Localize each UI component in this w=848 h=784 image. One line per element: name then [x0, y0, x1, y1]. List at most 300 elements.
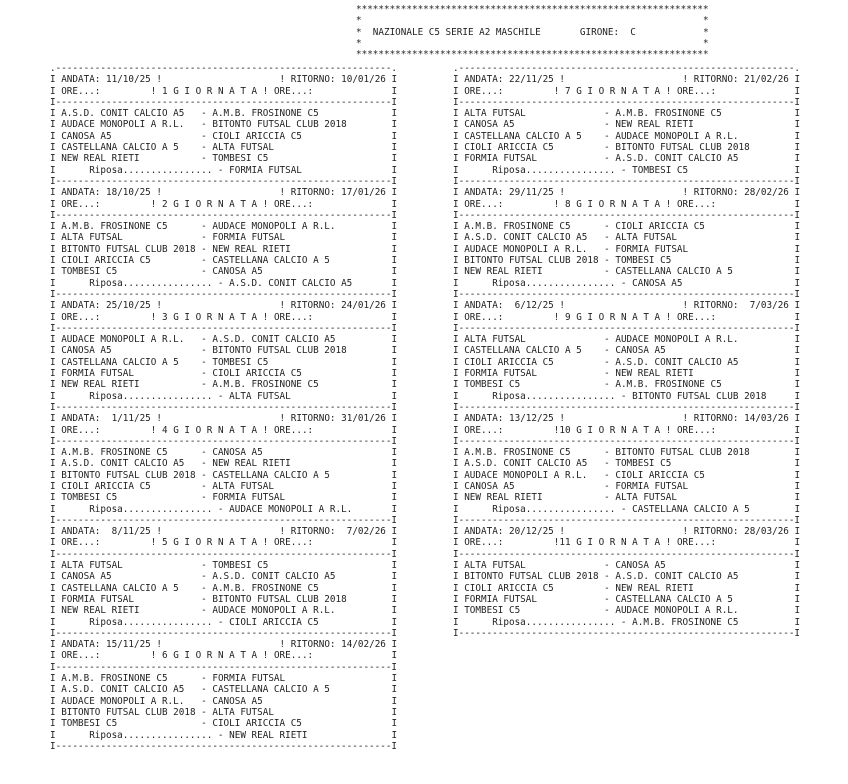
round-number: 11: [559, 537, 571, 549]
match-row: I BITONTO FUTSAL CLUB 2018 - TOMBESI C5 I: [453, 255, 801, 267]
rest-label: Riposa................: [89, 277, 213, 289]
match-row: I CASTELLANA CALCIO A 5 - A.M.B. FROSINONE C5 I: [50, 582, 398, 594]
rest-label: Riposa................: [89, 390, 213, 402]
home-team: A.M.B. FROSINONE C5: [464, 447, 571, 459]
match-row: I CASTELLANA CALCIO A 5 - TOMBESI C5 I: [50, 356, 398, 368]
match-row: I CANOSA A5 - NEW REAL RIETI I: [453, 119, 801, 131]
ore-label: ORE...:: [61, 537, 101, 549]
ore-label: ORE...:: [273, 424, 314, 436]
rest-row: I Riposa................ - BITONTO FUTSAL CLUB 2018 I: [453, 390, 801, 402]
match-row: I CASTELLANA CALCIO A 5 - CANOSA A5 I: [453, 345, 801, 357]
home-team: CIOLI ARICCIA C5: [464, 142, 554, 154]
match-row: I A.M.B. FROSINONE C5 - BITONTO FUTSAL CLUB 2018 I: [453, 447, 801, 459]
giornata-label: G I O R N A T A: [173, 537, 258, 549]
round-number: 5: [156, 537, 168, 549]
away-team: TOMBESI C5: [212, 560, 269, 572]
ritorno-date: 14/03/26: [744, 413, 789, 425]
away-team: TOMBESI C5: [212, 153, 269, 165]
andata-date: 18/10/25: [106, 187, 151, 199]
andata-label: ANDATA:: [464, 413, 504, 425]
match-row: I ALTA FUTSAL - FORMIA FUTSAL I: [50, 232, 398, 244]
away-team: A.M.B. FROSINONE C5: [212, 582, 319, 594]
andata-date: 8/11/25: [106, 526, 151, 538]
rest-label: Riposa................: [89, 616, 213, 628]
away-team: BITONTO FUTSAL CLUB 2018: [212, 593, 347, 605]
giornata-label: G I O R N A T A: [576, 311, 661, 323]
round-6: I ANDATA: 15/11/25 ! ! RITORNO: 14/02/26 I I ORE...: ! 6 G I O R N A T A ! ORE...: I I------------------------------------------------------------I I A.M.B. FROSINONE C5 - FORMIA FUTSAL I I A.S.D. CONIT CALCIO A5 - CASTELLANA CALCIO A 5 I I AUDACE MONOPOLI A R.L. - CANOSA A5 I I BITONTO FUTSAL CLUB 2018 - ALTA FUTSAL I I TOMBESI C5 - CIOLI ARICCIA C5 I I Riposa................ - NEW REAL RIETI I I------------------------------------------------------------I: [50, 639, 398, 752]
ore-label: ORE...:: [61, 424, 101, 436]
match-row: I BITONTO FUTSAL CLUB 2018 - NEW REAL RIETI I: [50, 243, 398, 255]
away-team: CASTELLANA CALCIO A 5: [212, 469, 330, 481]
andata-label: ANDATA:: [61, 526, 101, 538]
rest-label: Riposa................: [492, 277, 616, 289]
andata-label: ANDATA:: [464, 187, 504, 199]
away-team: NEW REAL RIETI: [212, 458, 291, 470]
away-team: AUDACE MONOPOLI A R.L.: [615, 334, 739, 346]
home-team: CANOSA A5: [464, 119, 515, 131]
match-row: I FORMIA FUTSAL - NEW REAL RIETI I: [453, 368, 801, 380]
match-row: I ALTA FUTSAL - CANOSA A5 I: [453, 560, 801, 572]
round-3: I ANDATA: 25/10/25 ! ! RITORNO: 24/01/26 I I ORE...: ! 3 G I O R N A T A ! ORE...: I I------------------------------------------------------------I I AUDACE MONOPOLI A R.L. - A.S.D. CONIT CALCIO A5 I I CANOSA A5 - BITONTO FUTSAL CLUB 2018 I I CASTELLANA CALCIO A 5 - TOMBESI C5 I I FORMIA FUTSAL - CIOLI ARICCIA C5 I I NEW REAL RIETI - A.M.B. FROSINONE C5 I I Riposa................ - ALTA FUTSAL I I------------------------------------------------------------I: [50, 300, 398, 413]
away-team: CIOLI ARICCIA C5: [212, 130, 302, 142]
ore-label: ORE...:: [273, 85, 314, 97]
ritorno-label: RITORNO:: [693, 74, 739, 86]
ritorno-label: RITORNO:: [290, 413, 336, 425]
match-row: I A.M.B. FROSINONE C5 - CANOSA A5 I: [50, 447, 398, 459]
home-team: CASTELLANA CALCIO A 5: [61, 582, 179, 594]
match-row: I AUDACE MONOPOLI A R.L. - CIOLI ARICCIA C5 I: [453, 469, 801, 481]
competition-banner: *************************************************************** * * * NAZIONALE C5 SERIE A2 MASCHILE GIRONE: C * * * ***************************************************************: [356, 4, 709, 61]
ritorno-date: 17/01/26: [341, 187, 386, 199]
home-team: CANOSA A5: [464, 480, 515, 492]
home-team: AUDACE MONOPOLI A R.L.: [464, 243, 588, 255]
ritorno-date: 24/01/26: [341, 300, 386, 312]
rest-team: A.M.B. FROSINONE C5: [632, 616, 739, 628]
match-row: I NEW REAL RIETI - AUDACE MONOPOLI A R.L. I: [50, 605, 398, 617]
away-team: NEW REAL RIETI: [615, 119, 694, 131]
round-1: .------------------------------------------------------------. I ANDATA: 11/10/25 ! ! RITORNO: 10/01/26 I I ORE...: ! 1 G I O R N A T A ! ORE...: I I------------------------------------------------------------I I A.S.D. CONIT CALCIO A5 - A.M.B. FROSINONE C5 I I AUDACE MONOPOLI A R.L. - BITONTO FUTSAL CLUB 2018 I I CANOSA A5 - CIOLI ARICCIA C5 I I CASTELLANA CALCIO A 5 - ALTA FUTSAL I I NEW REAL RIETI - TOMBESI C5 I I Riposa................ - FORMIA FUTSAL I I------------------------------------------------------------I: [50, 63, 398, 187]
round-2: I ANDATA: 18/10/25 ! ! RITORNO: 17/01/26 I I ORE...: ! 2 G I O R N A T A ! ORE...: I I------------------------------------------------------------I I A.M.B. FROSINONE C5 - AUDACE MONOPOLI A R.L. I I ALTA FUTSAL - FORMIA FUTSAL I I BITONTO FUTSAL CLUB 2018 - NEW REAL RIETI I I CIOLI ARICCIA C5 - CASTELLANA CALCIO A 5 I I TOMBESI C5 - CANOSA A5 I I Riposa................ - A.S.D. CONIT CALCIO A5 I I------------------------------------------------------------I: [50, 187, 398, 300]
home-team: NEW REAL RIETI: [464, 492, 543, 504]
ritorno-label: RITORNO:: [290, 526, 336, 538]
ore-label: ORE...:: [464, 198, 504, 210]
match-row: I BITONTO FUTSAL CLUB 2018 - ALTA FUTSAL I: [50, 706, 398, 718]
ritorno-label: RITORNO:: [290, 639, 336, 651]
match-row: I A.S.D. CONIT CALCIO A5 - NEW REAL RIETI I: [50, 458, 398, 470]
home-team: CIOLI ARICCIA C5: [61, 255, 151, 267]
home-team: TOMBESI C5: [464, 379, 521, 391]
home-team: ALTA FUTSAL: [61, 560, 123, 572]
match-row: I AUDACE MONOPOLI A R.L. - A.S.D. CONIT CALCIO A5 I: [50, 334, 398, 346]
away-team: NEW REAL RIETI: [615, 368, 694, 380]
away-team: AUDACE MONOPOLI A R.L.: [212, 605, 336, 617]
match-row: I FORMIA FUTSAL - A.S.D. CONIT CALCIO A5 I: [453, 153, 801, 165]
match-row: I CIOLI ARICCIA C5 - CASTELLANA CALCIO A 5 I: [50, 255, 398, 267]
match-row: I CIOLI ARICCIA C5 - NEW REAL RIETI I: [453, 582, 801, 594]
andata-label: ANDATA:: [61, 639, 101, 651]
away-team: CASTELLANA CALCIO A 5: [212, 684, 330, 696]
match-row: I CIOLI ARICCIA C5 - ALTA FUTSAL I: [50, 480, 398, 492]
away-team: CIOLI ARICCIA C5: [212, 718, 302, 730]
rest-label: Riposa................: [89, 729, 213, 741]
match-row: I AUDACE MONOPOLI A R.L. - CANOSA A5 I: [50, 695, 398, 707]
home-team: AUDACE MONOPOLI A R.L.: [61, 695, 185, 707]
ore-label: ORE...:: [464, 311, 504, 323]
match-row: I NEW REAL RIETI - TOMBESI C5 I: [50, 153, 398, 165]
away-team: A.S.D. CONIT CALCIO A5: [212, 571, 336, 583]
away-team: ALTA FUTSAL: [212, 480, 274, 492]
round-10: I ANDATA: 13/12/25 ! ! RITORNO: 14/03/26 I I ORE...: !10 G I O R N A T A ! ORE...: I I------------------------------------------------------------I I A.M.B. FROSINONE C5 - BITONTO FUTSAL CLUB 2018 I I A.S.D. CONIT CALCIO A5 - TOMBESI C5 I I AUDACE MONOPOLI A R.L. - CIOLI ARICCIA C5 I I CANOSA A5 - FORMIA FUTSAL I I NEW REAL RIETI - ALTA FUTSAL I I Riposa................ - CASTELLANA CALCIO A 5 I I------------------------------------------------------------I: [453, 413, 801, 526]
match-row: I ALTA FUTSAL - TOMBESI C5 I: [50, 560, 398, 572]
giornata-label: G I O R N A T A: [576, 424, 661, 436]
rest-team: CIOLI ARICCIA C5: [229, 616, 319, 628]
giornata-label: G I O R N A T A: [173, 424, 258, 436]
round-number: 8: [559, 198, 571, 210]
away-team: ALTA FUTSAL: [615, 232, 677, 244]
home-team: AUDACE MONOPOLI A R.L.: [61, 119, 185, 131]
rest-label: Riposa................: [492, 616, 616, 628]
rest-team: CASTELLANA CALCIO A 5: [632, 503, 750, 515]
away-team: NEW REAL RIETI: [615, 582, 694, 594]
andata-label: ANDATA:: [464, 300, 504, 312]
away-team: FORMIA FUTSAL: [212, 673, 286, 685]
match-row: I BITONTO FUTSAL CLUB 2018 - CASTELLANA CALCIO A 5 I: [50, 469, 398, 481]
andata-label: ANDATA:: [61, 187, 101, 199]
home-team: NEW REAL RIETI: [61, 153, 140, 165]
rest-row: I Riposa................ - CASTELLANA CALCIO A 5 I: [453, 503, 801, 515]
andata-date: 11/10/25: [106, 74, 151, 86]
home-team: A.S.D. CONIT CALCIO A5: [61, 108, 185, 120]
home-team: FORMIA FUTSAL: [61, 593, 134, 605]
home-team: CASTELLANA CALCIO A 5: [464, 130, 582, 142]
ritorno-date: 10/01/26: [341, 74, 386, 86]
away-team: CANOSA A5: [615, 560, 666, 572]
ore-label: ORE...:: [464, 424, 504, 436]
ore-label: ORE...:: [676, 424, 717, 436]
ore-label: ORE...:: [676, 198, 717, 210]
competition-title: NAZIONALE C5 SERIE A2 MASCHILE: [372, 26, 541, 38]
andata-label: ANDATA:: [61, 74, 101, 86]
home-team: CASTELLANA CALCIO A 5: [61, 356, 179, 368]
away-team: A.S.D. CONIT CALCIO A5: [615, 571, 739, 583]
match-row: I A.S.D. CONIT CALCIO A5 - A.M.B. FROSINONE C5 I: [50, 108, 398, 120]
andata-date: 15/11/25: [106, 639, 151, 651]
giornata-label: G I O R N A T A: [173, 85, 258, 97]
rest-team: ALTA FUTSAL: [229, 390, 291, 402]
match-row: I ALTA FUTSAL - AUDACE MONOPOLI A R.L. I: [453, 334, 801, 346]
away-team: BITONTO FUTSAL CLUB 2018: [615, 447, 750, 459]
andata-date: 29/11/25: [509, 187, 554, 199]
rest-row: I Riposa................ - CIOLI ARICCIA C5 I: [50, 616, 398, 628]
round-4: I ANDATA: 1/11/25 ! ! RITORNO: 31/01/26 I I ORE...: ! 4 G I O R N A T A ! ORE...: I I------------------------------------------------------------I I A.M.B. FROSINONE C5 - CANOSA A5 I I A.S.D. CONIT CALCIO A5 - NEW REAL RIETI I I BITONTO FUTSAL CLUB 2018 - CASTELLANA CALCIO A 5 I I CIOLI ARICCIA C5 - ALTA FUTSAL I I TOMBESI C5 - FORMIA FUTSAL I I Riposa................ - AUDACE MONOPOLI A R.L. I I------------------------------------------------------------I: [50, 413, 398, 526]
match-row: I A.S.D. CONIT CALCIO A5 - ALTA FUTSAL I: [453, 232, 801, 244]
ore-label: ORE...:: [464, 537, 504, 549]
home-team: ALTA FUTSAL: [464, 334, 526, 346]
ore-label: ORE...:: [273, 537, 314, 549]
home-team: TOMBESI C5: [61, 266, 118, 278]
match-row: I A.S.D. CONIT CALCIO A5 - TOMBESI C5 I: [453, 458, 801, 470]
round-7: .------------------------------------------------------------. I ANDATA: 22/11/25 ! ! RITORNO: 21/02/26 I I ORE...: ! 7 G I O R N A T A ! ORE...: I I------------------------------------------------------------I I ALTA FUTSAL - A.M.B. FROSINONE C5 I I CANOSA A5 - NEW REAL RIETI I I CASTELLANA CALCIO A 5 - AUDACE MONOPOLI A R.L. I I CIOLI ARICCIA C5 - BITONTO FUTSAL CLUB 2018 I I FORMIA FUTSAL - A.S.D. CONIT CALCIO A5 I I Riposa................ - TOMBESI C5 I I------------------------------------------------------------I: [453, 63, 801, 187]
home-team: TOMBESI C5: [61, 718, 118, 730]
away-team: NEW REAL RIETI: [212, 243, 291, 255]
home-team: ALTA FUTSAL: [464, 108, 526, 120]
match-row: I FORMIA FUTSAL - BITONTO FUTSAL CLUB 2018 I: [50, 593, 398, 605]
rest-team: NEW REAL RIETI: [229, 729, 308, 741]
home-team: A.S.D. CONIT CALCIO A5: [464, 232, 588, 244]
away-team: BITONTO FUTSAL CLUB 2018: [212, 119, 347, 131]
rest-row: I Riposa................ - FORMIA FUTSAL I: [50, 164, 398, 176]
match-row: I CANOSA A5 - BITONTO FUTSAL CLUB 2018 I: [50, 345, 398, 357]
match-row: I TOMBESI C5 - AUDACE MONOPOLI A R.L. I: [453, 605, 801, 617]
rest-team: TOMBESI C5: [632, 164, 689, 176]
match-row: I CANOSA A5 - FORMIA FUTSAL I: [453, 480, 801, 492]
home-team: CIOLI ARICCIA C5: [464, 582, 554, 594]
round-5: I ANDATA: 8/11/25 ! ! RITORNO: 7/02/26 I I ORE...: ! 5 G I O R N A T A ! ORE...: I I------------------------------------------------------------I I ALTA FUTSAL - TOMBESI C5 I I CANOSA A5 - A.S.D. CONIT CALCIO A5 I I CASTELLANA CALCIO A 5 - A.M.B. FROSINONE C5 I I FORMIA FUTSAL - BITONTO FUTSAL CLUB 2018 I I NEW REAL RIETI - AUDACE MONOPOLI A R.L. I I Riposa................ - CIOLI ARICCIA C5 I I------------------------------------------------------------I: [50, 526, 398, 639]
match-row: I NEW REAL RIETI - CASTELLANA CALCIO A 5 I: [453, 266, 801, 278]
match-row: I A.M.B. FROSINONE C5 - CIOLI ARICCIA C5 I: [453, 221, 801, 233]
ore-label: ORE...:: [464, 85, 504, 97]
giornata-label: G I O R N A T A: [173, 650, 258, 662]
rest-team: CANOSA A5: [632, 277, 683, 289]
andata-date: 6/12/25: [509, 300, 554, 312]
rest-team: AUDACE MONOPOLI A R.L.: [229, 503, 353, 515]
andata-date: 20/12/25: [509, 526, 554, 538]
home-team: FORMIA FUTSAL: [464, 593, 537, 605]
match-row: I CIOLI ARICCIA C5 - A.S.D. CONIT CALCIO A5 I: [453, 356, 801, 368]
round-8: I ANDATA: 29/11/25 ! ! RITORNO: 28/02/26 I I ORE...: ! 8 G I O R N A T A ! ORE...: I I------------------------------------------------------------I I A.M.B. FROSINONE C5 - CIOLI ARICCIA C5 I I A.S.D. CONIT CALCIO A5 - ALTA FUTSAL I I AUDACE MONOPOLI A R.L. - FORMIA FUTSAL I I BITONTO FUTSAL CLUB 2018 - TOMBESI C5 I I NEW REAL RIETI - CASTELLANA CALCIO A 5 I I Riposa................ - CANOSA A5 I I------------------------------------------------------------I: [453, 187, 801, 300]
away-team: CANOSA A5: [212, 695, 263, 707]
andata-label: ANDATA:: [61, 300, 101, 312]
round-9: I ANDATA: 6/12/25 ! ! RITORNO: 7/03/26 I I ORE...: ! 9 G I O R N A T A ! ORE...: I I------------------------------------------------------------I I ALTA FUTSAL - AUDACE MONOPOLI A R.L. I I CASTELLANA CALCIO A 5 - CANOSA A5 I I CIOLI ARICCIA C5 - A.S.D. CONIT CALCIO A5 I I FORMIA FUTSAL - NEW REAL RIETI I I TOMBESI C5 - A.M.B. FROSINONE C5 I I Riposa................ - BITONTO FUTSAL CLUB 2018 I I------------------------------------------------------------I: [453, 300, 801, 413]
away-team: BITONTO FUTSAL CLUB 2018: [212, 345, 347, 357]
rest-label: Riposa................: [492, 164, 616, 176]
home-team: FORMIA FUTSAL: [464, 368, 537, 380]
match-row: I FORMIA FUTSAL - CASTELLANA CALCIO A 5 I: [453, 593, 801, 605]
home-team: CASTELLANA CALCIO A 5: [464, 345, 582, 357]
away-team: AUDACE MONOPOLI A R.L.: [615, 130, 739, 142]
rest-row: I Riposa................ - A.S.D. CONIT CALCIO A5 I: [50, 277, 398, 289]
match-row: I NEW REAL RIETI - ALTA FUTSAL I: [453, 492, 801, 504]
ritorno-label: RITORNO:: [290, 187, 336, 199]
away-team: A.S.D. CONIT CALCIO A5: [615, 153, 739, 165]
home-team: A.M.B. FROSINONE C5: [61, 221, 168, 233]
giornata-label: G I O R N A T A: [576, 537, 661, 549]
andata-label: ANDATA:: [464, 526, 504, 538]
home-team: A.S.D. CONIT CALCIO A5: [61, 684, 185, 696]
match-row: I CASTELLANA CALCIO A 5 - ALTA FUTSAL I: [50, 142, 398, 154]
rest-row: I Riposa................ - ALTA FUTSAL I: [50, 390, 398, 402]
ritorno-date: 31/01/26: [341, 413, 386, 425]
ore-label: ORE...:: [61, 650, 101, 662]
giornata-label: G I O R N A T A: [576, 85, 661, 97]
rest-label: Riposa................: [492, 503, 616, 515]
home-team: BITONTO FUTSAL CLUB 2018: [464, 571, 599, 583]
round-number: 4: [156, 424, 168, 436]
home-team: A.S.D. CONIT CALCIO A5: [464, 458, 588, 470]
rounds-column-right: [453, 63, 800, 639]
away-team: ALTA FUTSAL: [212, 706, 274, 718]
rest-row: I Riposa................ - AUDACE MONOPOLI A R.L. I: [50, 503, 398, 515]
ore-label: ORE...:: [61, 311, 101, 323]
giornata-label: G I O R N A T A: [576, 198, 661, 210]
andata-label: ANDATA:: [61, 413, 101, 425]
match-row: I TOMBESI C5 - CIOLI ARICCIA C5 I: [50, 718, 398, 730]
match-row: I TOMBESI C5 - CANOSA A5 I: [50, 266, 398, 278]
match-row: I A.M.B. FROSINONE C5 - FORMIA FUTSAL I: [50, 673, 398, 685]
away-team: A.M.B. FROSINONE C5: [615, 108, 722, 120]
away-team: AUDACE MONOPOLI A R.L.: [212, 221, 336, 233]
ritorno-label: RITORNO:: [290, 74, 336, 86]
rest-row: I Riposa................ - NEW REAL RIETI I: [50, 729, 398, 741]
away-team: TOMBESI C5: [212, 356, 269, 368]
home-team: CANOSA A5: [61, 130, 112, 142]
ore-label: ORE...:: [676, 537, 717, 549]
giornata-label: G I O R N A T A: [173, 198, 258, 210]
home-team: A.M.B. FROSINONE C5: [61, 447, 168, 459]
match-row: I CANOSA A5 - CIOLI ARICCIA C5 I: [50, 130, 398, 142]
home-team: NEW REAL RIETI: [464, 266, 543, 278]
ore-label: ORE...:: [61, 198, 101, 210]
away-team: A.M.B. FROSINONE C5: [212, 379, 319, 391]
ore-label: ORE...:: [273, 198, 314, 210]
away-team: A.M.B. FROSINONE C5: [212, 108, 319, 120]
home-team: NEW REAL RIETI: [61, 605, 140, 617]
away-team: ALTA FUTSAL: [212, 142, 274, 154]
rest-team: A.S.D. CONIT CALCIO A5: [229, 277, 353, 289]
round-number: 1: [156, 85, 168, 97]
ritorno-date: 7/03/26: [744, 300, 789, 312]
match-row: I TOMBESI C5 - A.M.B. FROSINONE C5 I: [453, 379, 801, 391]
round-number: 3: [156, 311, 168, 323]
andata-date: 13/12/25: [509, 413, 554, 425]
home-team: CIOLI ARICCIA C5: [464, 356, 554, 368]
away-team: CASTELLANA CALCIO A 5: [615, 266, 733, 278]
ritorno-date: 14/02/26: [341, 639, 386, 651]
ritorno-label: RITORNO:: [693, 413, 739, 425]
home-team: BITONTO FUTSAL CLUB 2018: [464, 255, 599, 267]
ritorno-label: RITORNO:: [693, 187, 739, 199]
ore-label: ORE...:: [61, 85, 101, 97]
home-team: CANOSA A5: [61, 345, 112, 357]
away-team: FORMIA FUTSAL: [212, 492, 286, 504]
away-team: CIOLI ARICCIA C5: [615, 221, 705, 233]
away-team: AUDACE MONOPOLI A R.L.: [615, 605, 739, 617]
rest-team: FORMIA FUTSAL: [229, 164, 302, 176]
home-team: FORMIA FUTSAL: [61, 368, 134, 380]
match-row: I AUDACE MONOPOLI A R.L. - BITONTO FUTSAL CLUB 2018 I: [50, 119, 398, 131]
away-team: CIOLI ARICCIA C5: [615, 469, 705, 481]
rest-row: I Riposa................ - CANOSA A5 I: [453, 277, 801, 289]
andata-date: 1/11/25: [106, 413, 151, 425]
match-row: I FORMIA FUTSAL - CIOLI ARICCIA C5 I: [50, 368, 398, 380]
ritorno-date: 28/03/26: [744, 526, 789, 538]
match-row: I CANOSA A5 - A.S.D. CONIT CALCIO A5 I: [50, 571, 398, 583]
ore-label: ORE...:: [676, 85, 717, 97]
away-team: CANOSA A5: [212, 266, 263, 278]
group-label: GIRONE:: [579, 26, 620, 38]
round-number: 6: [156, 650, 168, 662]
andata-date: 22/11/25: [509, 74, 554, 86]
away-team: TOMBESI C5: [615, 255, 672, 267]
home-team: BITONTO FUTSAL CLUB 2018: [61, 706, 196, 718]
round-number: 10: [559, 424, 571, 436]
home-team: FORMIA FUTSAL: [464, 153, 537, 165]
away-team: FORMIA FUTSAL: [212, 232, 286, 244]
ritorno-date: 21/02/26: [744, 74, 789, 86]
away-team: ALTA FUTSAL: [615, 492, 677, 504]
home-team: A.S.D. CONIT CALCIO A5: [61, 458, 185, 470]
home-team: TOMBESI C5: [464, 605, 521, 617]
home-team: ALTA FUTSAL: [61, 232, 123, 244]
match-row: I AUDACE MONOPOLI A R.L. - FORMIA FUTSAL I: [453, 243, 801, 255]
home-team: A.M.B. FROSINONE C5: [61, 673, 168, 685]
rest-row: I Riposa................ - A.M.B. FROSINONE C5 I: [453, 616, 801, 628]
away-team: CASTELLANA CALCIO A 5: [615, 593, 733, 605]
away-team: CANOSA A5: [212, 447, 263, 459]
round-number: 7: [559, 85, 571, 97]
rest-team: BITONTO FUTSAL CLUB 2018: [632, 390, 767, 402]
match-row: I A.M.B. FROSINONE C5 - AUDACE MONOPOLI A R.L. I: [50, 221, 398, 233]
home-team: BITONTO FUTSAL CLUB 2018: [61, 469, 196, 481]
andata-date: 25/10/25: [106, 300, 151, 312]
home-team: ALTA FUTSAL: [464, 560, 526, 572]
home-team: AUDACE MONOPOLI A R.L.: [464, 469, 588, 481]
andata-label: ANDATA:: [464, 74, 504, 86]
away-team: CANOSA A5: [615, 345, 666, 357]
away-team: A.S.D. CONIT CALCIO A5: [212, 334, 336, 346]
away-team: FORMIA FUTSAL: [615, 243, 689, 255]
round-11: I ANDATA: 20/12/25 ! ! RITORNO: 28/03/26 I I ORE...: !11 G I O R N A T A ! ORE...: I I------------------------------------------------------------I I ALTA FUTSAL - CANOSA A5 I I BITONTO FUTSAL CLUB 2018 - A.S.D. CONIT CALCIO A5 I I CIOLI ARICCIA C5 - NEW REAL RIETI I I FORMIA FUTSAL - CASTELLANA CALCIO A 5 I I TOMBESI C5 - AUDACE MONOPOLI A R.L. I I Riposa................ - A.M.B. FROSINONE C5 I I------------------------------------------------------------I: [453, 526, 801, 639]
rest-label: Riposa................: [492, 390, 616, 402]
home-team: NEW REAL RIETI: [61, 379, 140, 391]
match-row: I A.S.D. CONIT CALCIO A5 - CASTELLANA CALCIO A 5 I: [50, 684, 398, 696]
ore-label: ORE...:: [273, 650, 314, 662]
away-team: TOMBESI C5: [615, 458, 672, 470]
home-team: TOMBESI C5: [61, 492, 118, 504]
home-team: A.M.B. FROSINONE C5: [464, 221, 571, 233]
away-team: BITONTO FUTSAL CLUB 2018: [615, 142, 750, 154]
home-team: BITONTO FUTSAL CLUB 2018: [61, 243, 196, 255]
giornata-label: G I O R N A T A: [173, 311, 258, 323]
match-row: I CASTELLANA CALCIO A 5 - AUDACE MONOPOLI A R.L. I: [453, 130, 801, 142]
away-team: A.S.D. CONIT CALCIO A5: [615, 356, 739, 368]
ritorno-date: 7/02/26: [341, 526, 386, 538]
match-row: I ALTA FUTSAL - A.M.B. FROSINONE C5 I: [453, 108, 801, 120]
home-team: AUDACE MONOPOLI A R.L.: [61, 334, 185, 346]
match-row: I BITONTO FUTSAL CLUB 2018 - A.S.D. CONIT CALCIO A5 I: [453, 571, 801, 583]
away-team: CASTELLANA CALCIO A 5: [212, 255, 330, 267]
home-team: CASTELLANA CALCIO A 5: [61, 142, 179, 154]
match-row: I TOMBESI C5 - FORMIA FUTSAL I: [50, 492, 398, 504]
match-row: I NEW REAL RIETI - A.M.B. FROSINONE C5 I: [50, 379, 398, 391]
away-team: FORMIA FUTSAL: [615, 480, 689, 492]
ore-label: ORE...:: [676, 311, 717, 323]
ore-label: ORE...:: [273, 311, 314, 323]
group-value: C: [630, 26, 636, 38]
rest-label: Riposa................: [89, 164, 213, 176]
ritorno-label: RITORNO:: [693, 300, 739, 312]
ritorno-date: 28/02/26: [744, 187, 789, 199]
ritorno-label: RITORNO:: [290, 300, 336, 312]
rest-row: I Riposa................ - TOMBESI C5 I: [453, 164, 801, 176]
rounds-column-left: [50, 63, 397, 752]
away-team: CIOLI ARICCIA C5: [212, 368, 302, 380]
round-number: 2: [156, 198, 168, 210]
home-team: CANOSA A5: [61, 571, 112, 583]
away-team: A.M.B. FROSINONE C5: [615, 379, 722, 391]
home-team: CIOLI ARICCIA C5: [61, 480, 151, 492]
match-row: I CIOLI ARICCIA C5 - BITONTO FUTSAL CLUB 2018 I: [453, 142, 801, 154]
